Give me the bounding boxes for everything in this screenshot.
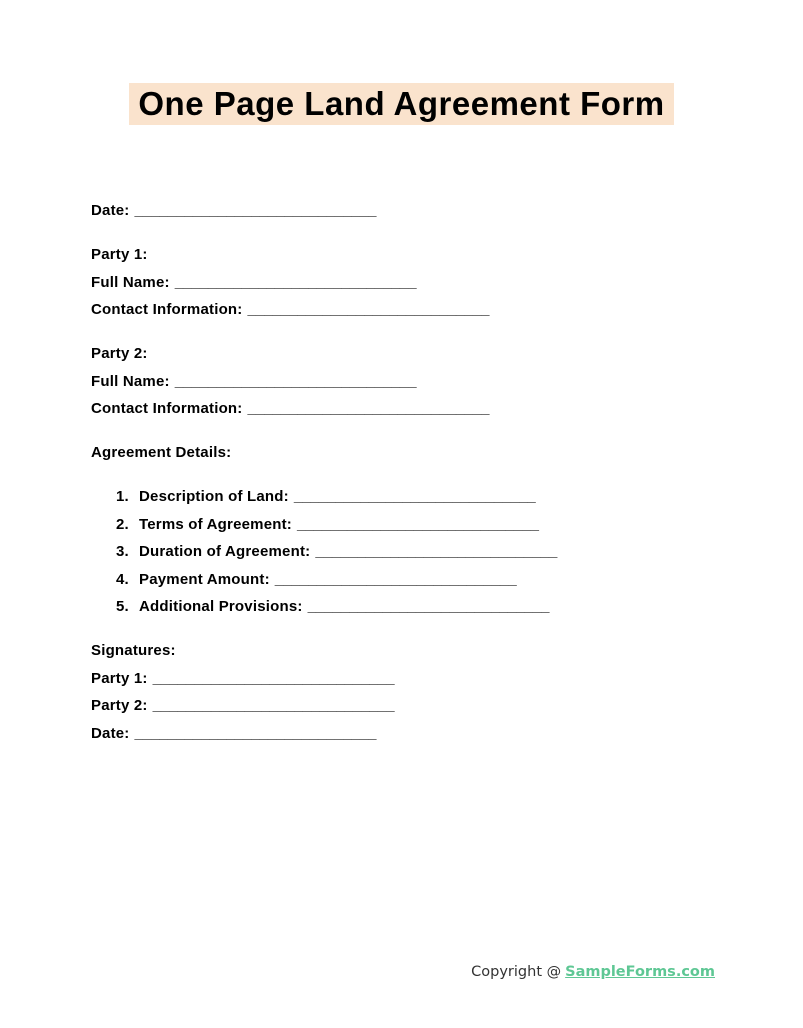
signature-party1-row [91,665,731,693]
party2-contact-label: Contact Information: [91,400,243,417]
payment-amount-label: Payment Amount: [139,570,270,588]
form-content [91,197,731,764]
list-item-terms-of-agreement [91,511,731,539]
party1-group [91,241,731,324]
signature-date-row [91,720,731,748]
agreement-details-list [91,483,731,621]
payment-amount-blank[interactable]: _____________________________ [274,570,517,588]
signature-party1-blank[interactable]: _____________________________ [152,669,395,687]
party1-contact-label: Contact Information: [91,301,243,318]
description-of-land-blank[interactable]: _____________________________ [293,488,536,505]
sampleforms-link[interactable]: SampleForms.com [565,964,715,980]
party2-full-name-blank[interactable]: _____________________________ [174,372,417,390]
list-item-number: 3. [116,543,129,560]
party1-full-name-label: Full Name: [91,273,170,291]
agreement-details-group [91,439,731,467]
terms-of-agreement-label: Terms of Agreement: [139,515,292,533]
page-title-text: One Page Land Agreement Form [129,83,673,125]
list-item-number: 4. [116,570,129,588]
party2-full-name-row [91,368,731,396]
duration-of-agreement-label: Duration of Agreement: [139,543,311,560]
agreement-details-heading: Agreement Details: [91,444,232,461]
party1-contact-blank[interactable]: _____________________________ [247,301,490,318]
signature-party2-label: Party 2: [91,697,148,714]
list-item-description-of-land [91,483,731,511]
duration-of-agreement-blank[interactable]: _____________________________ [315,543,558,560]
date-group [91,197,731,225]
list-item-duration-of-agreement [91,538,731,566]
party2-full-name-label: Full Name: [91,372,170,390]
list-item-row [139,538,557,566]
terms-of-agreement-blank[interactable]: _____________________________ [297,515,539,533]
party1-full-name-blank[interactable]: _____________________________ [174,273,417,291]
signature-party1-label: Party 1: [91,669,148,687]
additional-provisions-label: Additional Provisions: [139,598,303,615]
date-blank[interactable]: _____________________________ [134,202,377,219]
footer [471,961,715,983]
party2-heading: Party 2: [91,345,148,362]
list-item-row [139,566,517,594]
signatures-group [91,637,731,747]
date-row [91,197,731,225]
list-item-number: 2. [116,515,129,533]
signature-date-label: Date: [91,724,130,742]
signature-party2-blank[interactable]: _____________________________ [152,697,395,714]
list-item-payment-amount [91,566,731,594]
list-item-row [139,593,550,621]
additional-provisions-blank[interactable]: _____________________________ [307,598,550,615]
party2-contact-row [91,395,731,423]
list-item-number: 5. [116,598,129,615]
party2-group [91,340,731,423]
date-label: Date: [91,202,130,219]
party2-contact-blank[interactable]: _____________________________ [247,400,490,417]
list-item-additional-provisions [91,593,731,621]
description-of-land-label: Description of Land: [139,488,289,505]
list-item-row [139,483,536,511]
list-item-number: 1. [116,488,129,505]
signature-party2-row [91,692,731,720]
signatures-heading: Signatures: [91,642,176,659]
page-title [0,83,803,125]
signature-date-blank[interactable]: _____________________________ [134,724,377,742]
party1-heading: Party 1: [91,246,148,263]
party1-full-name-row [91,269,731,297]
copyright-text: Copyright @ [471,964,562,980]
list-item-row [139,511,539,539]
party1-contact-row [91,296,731,324]
